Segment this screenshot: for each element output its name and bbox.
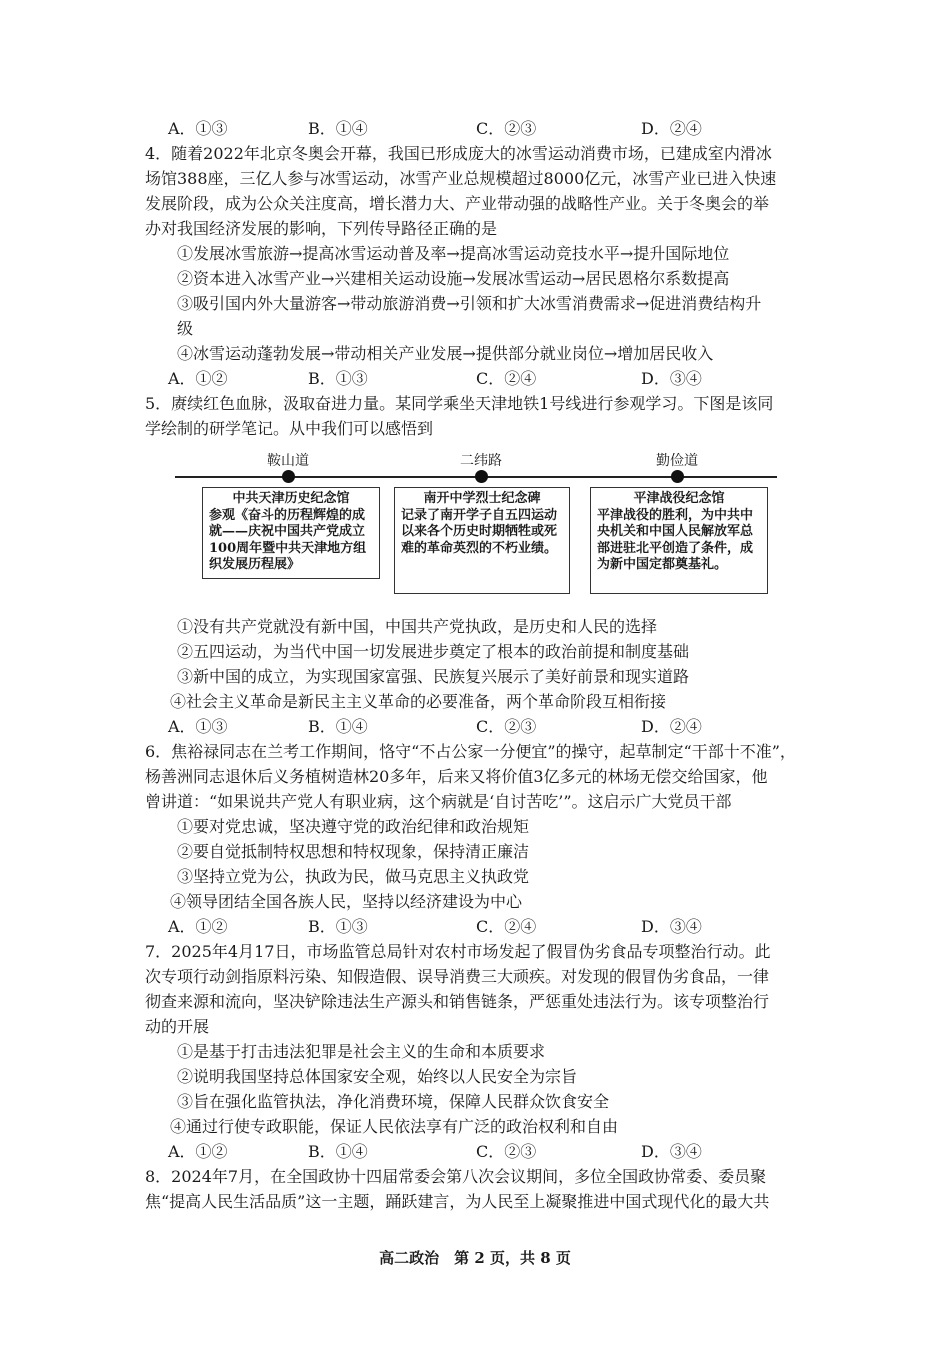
q7-stem-line: 7．2025年4月17日，市场监管总局针对农村市场发起了假冒伪劣食品专项整治行动。此: [145, 942, 771, 961]
option-c: C．②③: [476, 1142, 537, 1161]
option-d: D．③④: [641, 917, 702, 936]
note-box: [394, 487, 570, 594]
q4-item: ②资本进入冰雪产业→兴建相关运动设施→发展冰雪运动→居民恩格尔系数提高: [177, 269, 730, 288]
q6-stem-line: 曾讲道：“如果说共产党人有职业病，这个病就是‘自讨苦吃’”。这启示广大党员干部: [145, 792, 732, 811]
option-c: C．②④: [476, 917, 537, 936]
q5-stem-line: 5．赓续红色血脉，汲取奋进力量。某同学乘坐天津地铁1号线进行参观学习。下图是该同: [145, 394, 774, 413]
option-b: B．①④: [308, 1142, 368, 1161]
note-body: 参观《奋斗的历程辉煌的成就——庆祝中国共产党成立100周年暨中共天津地方组织发展历程展》: [209, 507, 367, 572]
q5-item: ③新中国的成立，为实现国家富强、民族复兴展示了美好前景和现实道路: [177, 667, 690, 686]
option-a: A．①②: [168, 917, 228, 936]
stop-label: 鞍山道: [267, 453, 309, 469]
option-a: A．①③: [168, 119, 228, 138]
note-title: 中共天津历史纪念馆: [232, 491, 350, 506]
station-dot: [475, 470, 488, 483]
q4-item: ④冰雪运动蓬勃发展→带动相关产业发展→提供部分就业岗位→增加居民收入: [177, 344, 714, 363]
option-d: D．③④: [641, 1142, 702, 1161]
q7-item: ④通过行使专政职能，保证人民依法享有广泛的政治权利和自由: [170, 1117, 619, 1136]
q4-stem-line: 发展阶段，成为公众关注度高，增长潜力大、产业带动强的战略性产业。关于冬奥会的举: [145, 194, 770, 213]
option-b: B．①③: [308, 917, 368, 936]
stop-label: 勤俭道: [656, 453, 698, 469]
q7-item: ②说明我国坚持总体国家安全观，始终以人民安全为宗旨: [177, 1067, 578, 1086]
q5-item: ④社会主义革命是新民主主义革命的必要准备，两个革命阶段互相衔接: [170, 692, 667, 711]
q6-item: ④领导团结全国各族人民，坚持以经济建设为中心: [170, 892, 523, 911]
station-dot: [282, 470, 295, 483]
q7-stem-line: 动的开展: [145, 1017, 210, 1036]
option-d: D．③④: [641, 369, 702, 388]
q6-stem-line: 6．焦裕禄同志在兰考工作期间，恪守“不占公家一分便宜”的操守，起草制定“干部十不准”，: [145, 742, 796, 761]
q6-item: ①要对党忠诚，坚决遵守党的政治纪律和政治规矩: [177, 817, 530, 836]
note-box: [202, 487, 380, 579]
option-a: A．①②: [168, 1142, 228, 1161]
stop-label: 二纬路: [460, 453, 502, 469]
option-a: A．①②: [168, 369, 228, 388]
option-a: A．①③: [168, 717, 228, 736]
option-d: D．②④: [641, 119, 702, 138]
q4-stem-line: 办对我国经济发展的影响，下列传导路径正确的是: [145, 219, 498, 238]
option-c: C．②③: [476, 119, 537, 138]
q5-stem-line: 学绘制的研学笔记。从中我们可以感悟到: [145, 419, 434, 438]
q4-stem-line: 4．随着2022年北京冬奥会开幕，我国已形成庞大的冰雪运动消费市场，已建成室内滑冰: [145, 144, 772, 163]
option-c: C．②③: [476, 717, 537, 736]
option-b: B．①④: [308, 717, 368, 736]
station-dot: [671, 470, 684, 483]
q7-stem-line: 次专项行动剑指原料污染、知假造假、误导消费三大顽疾。对发现的假冒伪劣食品，一律: [145, 967, 770, 986]
option-b: B．①④: [308, 119, 368, 138]
q6-stem-line: 杨善洲同志退休后义务植树造林20多年，后来又将价值3亿多元的林场无偿交给国家，他: [145, 767, 768, 786]
q4-stem-line: 场馆388座，三亿人参与冰雪运动，冰雪产业总规模超过8000亿元，冰雪产业已进入快速: [145, 169, 777, 188]
note-title: 平津战役纪念馆: [633, 491, 725, 506]
note-title: 南开中学烈士纪念碑: [423, 491, 541, 506]
q6-item: ③坚持立党为公，执政为民，做马克思主义执政党: [177, 867, 530, 886]
q5-item: ②五四运动，为当代中国一切发展进步奠定了根本的政治前提和制度基础: [177, 642, 690, 661]
page-footer: 高二政治 第 2 页，共 8 页: [379, 1249, 571, 1267]
note-box: [590, 487, 768, 594]
q8-stem-line: 焦“提高人民生活品质”这一主题，踊跃建言，为人民至上凝聚推进中国式现代化的最大共: [145, 1192, 770, 1211]
note-body: 平津战役的胜利，为中共中央机关和中国人民解放军总部进驻北平创造了条件，成为新中国定都奠基礼。: [597, 507, 754, 572]
q8-stem-line: 8．2024年7月，在全国政协十四届常委会第八次会议期间，多位全国政协常委、委员聚: [145, 1167, 767, 1186]
note-body: 记录了南开学子自五四运动以来各个历史时期牺牲或死难的革命英烈的不朽业绩。: [401, 507, 558, 556]
q4-item: ③吸引国内外大量游客→带动旅游消费→引领和扩大冰雪消费需求→促进消费结构升: [177, 294, 762, 313]
q5-item: ①没有共产党就没有新中国，中国共产党执政，是历史和人民的选择: [177, 617, 658, 636]
q7-item: ①是基于打击违法犯罪是社会主义的生命和本质要求: [177, 1042, 546, 1061]
option-c: C．②④: [476, 369, 537, 388]
option-b: B．①③: [308, 369, 368, 388]
q7-stem-line: 彻查来源和流向，坚决铲除违法生产源头和销售链条，严惩重处违法行为。该专项整治行: [145, 992, 770, 1011]
q6-item: ②要自觉抵制特权思想和特权现象，保持清正廉洁: [177, 842, 530, 861]
q7-item: ③旨在强化监管执法，净化消费环境，保障人民群众饮食安全: [177, 1092, 610, 1111]
option-d: D．②④: [641, 717, 702, 736]
q4-item: ①发展冰雪旅游→提高冰雪运动普及率→提高冰雪运动竞技水平→提升国际地位: [177, 244, 730, 263]
q4-item: 级: [177, 319, 194, 338]
